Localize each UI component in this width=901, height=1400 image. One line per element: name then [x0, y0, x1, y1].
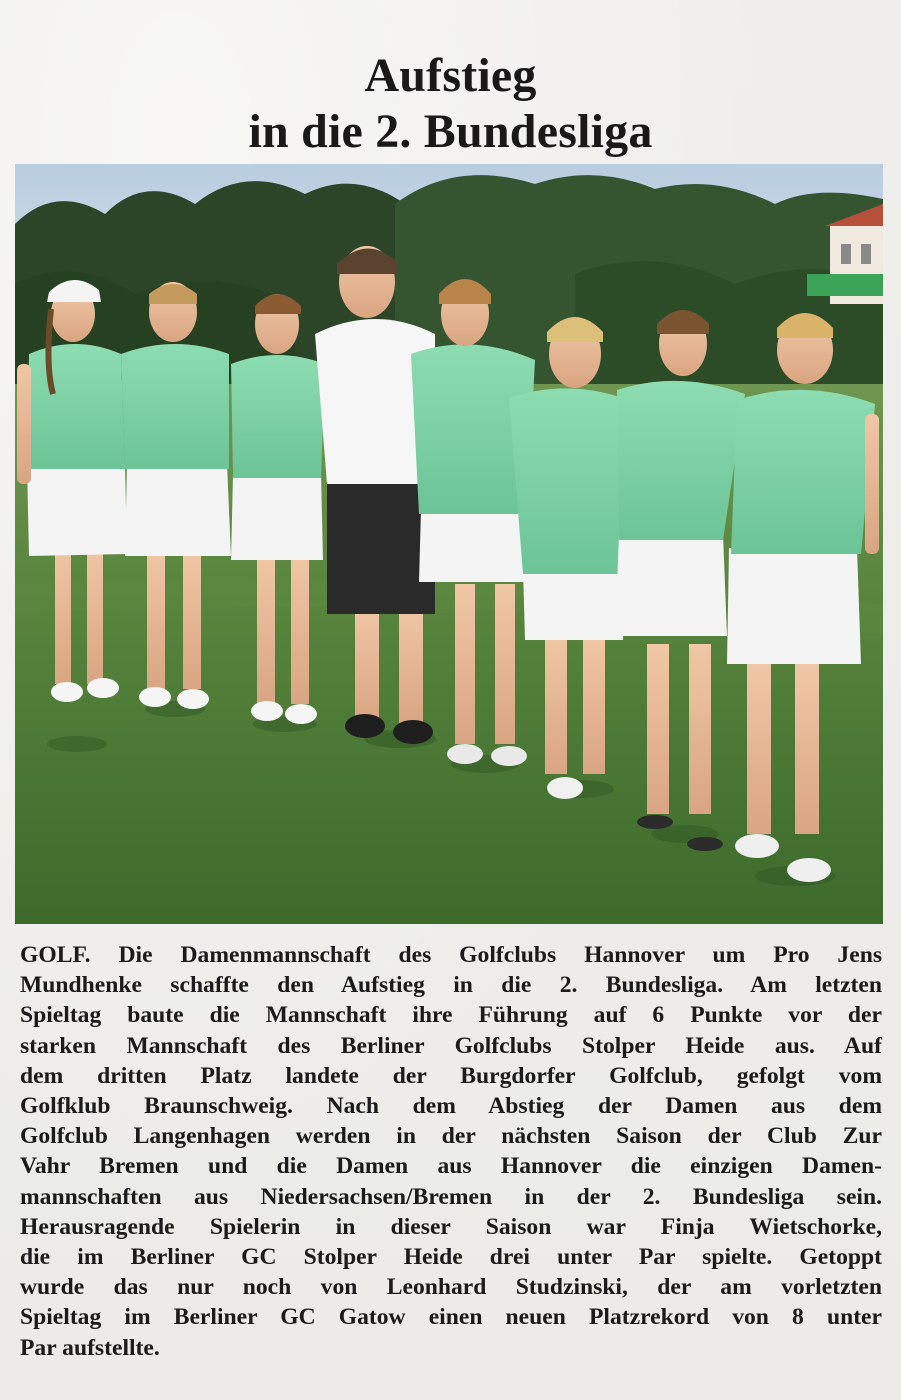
- body-line: Golfklub Braunschweig. Nach dem Abstieg der Damen aus dem: [20, 1093, 882, 1120]
- body-line: Herausragende Spielerin in dieser Saison war Finja Wietschorke,: [20, 1213, 882, 1240]
- body-line: mannschaften aus Niedersachsen/Bremen in der 2. Bundesliga sein.: [20, 1183, 882, 1210]
- body-line: Mundhenke schaffte den Aufstieg in die 2. Bundesliga. Am letzten: [20, 972, 882, 999]
- team-photo: [15, 164, 883, 924]
- body-line: Spieltag baute die Mannschaft ihre Führung auf 6 Punkte vor der: [20, 1002, 882, 1029]
- body-line: wurde das nur noch von Leonhard Studzinski, der am vorletzten: [20, 1274, 882, 1301]
- body-line: starken Mannschaft des Berliner Golfclubs Stolper Heide aus. Auf: [20, 1032, 882, 1059]
- body-line: Par aufstellte.: [20, 1334, 160, 1361]
- article-body: [20, 940, 882, 1363]
- body-line: Spieltag im Berliner GC Gatow einen neuen Platzrekord von 8 unter: [20, 1304, 882, 1331]
- body-line: Vahr Bremen und die Damen aus Hannover die einzigen Damen-: [20, 1153, 882, 1180]
- headline-line-2: in die 2. Bundesliga: [248, 105, 653, 159]
- body-line: die im Berliner GC Stolper Heide drei unter Par spielte. Getoppt: [20, 1244, 882, 1271]
- article-headline: [0, 48, 901, 160]
- body-line: dem dritten Platz landete der Burgdorfer Golfclub, gefolgt vom: [20, 1062, 882, 1089]
- body-line: Golfclub Langenhagen werden in der nächsten Saison der Club Zur: [20, 1123, 882, 1150]
- body-line: GOLF. Die Damenmannschaft des Golfclubs Hannover um Pro Jens: [20, 942, 882, 968]
- headline-line-1: Aufstieg: [364, 49, 537, 103]
